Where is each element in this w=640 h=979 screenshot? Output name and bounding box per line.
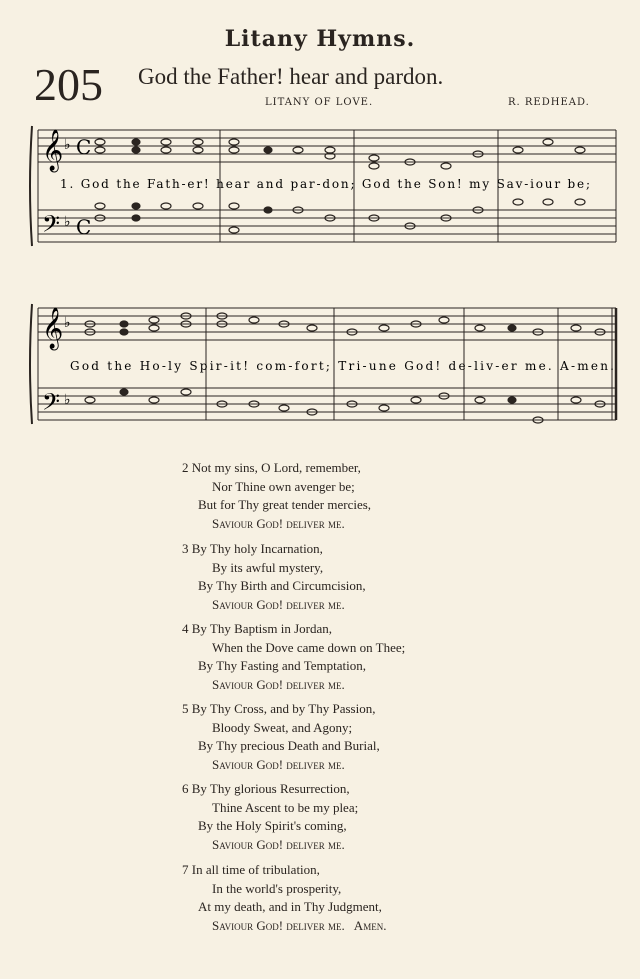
flat-icon: ♭	[64, 392, 71, 408]
tune-name: LITANY OF LOVE.	[265, 97, 374, 108]
music-system-1	[28, 112, 618, 262]
music-system-2	[28, 290, 618, 450]
flat-icon: ♭	[64, 315, 71, 331]
lyrics-line-1: 1. God the Fath-er! hear and par-don; God the Son! my Sav-iour be;	[60, 177, 590, 191]
stanza-3: 3 By Thy holy Incarnation, By its awful mystery, By Thy Birth and Circumcision, Saviour God! deliver me.	[182, 541, 366, 612]
lyrics-line-2: God the Ho-ly Spir-it! com-fort; Tri-une God! de-liv-er me. A-men.	[70, 359, 614, 373]
bass-clef-icon: 𝄢	[42, 388, 61, 421]
hymn-number: 205	[34, 59, 103, 110]
time-signature: C	[76, 135, 92, 159]
composer-name: R. REDHEAD.	[508, 97, 590, 108]
bass-clef-icon: 𝄢	[42, 210, 61, 243]
stanza-6: 6 By Thy glorious Resurrection, Thine Ascent to be my plea; By the Holy Spirit's coming, Saviour God! deliver me.	[182, 781, 359, 852]
page-header-title: Litany Hymns.	[224, 26, 416, 52]
stanza-7: 7 In all time of tribulation, In the world's prosperity, At my death, and in Thy Judgment, Saviour God! deliver me. Amen.	[182, 862, 387, 933]
flat-icon: ♭	[64, 137, 71, 153]
treble-clef-icon: 𝄞	[42, 308, 64, 349]
stanza-4: 4 By Thy Baptism in Jordan, When the Dove came down on Thee; By Thy Fasting and Temptation, Saviour God! deliver me.	[182, 621, 406, 692]
treble-clef-icon: 𝄞	[42, 130, 64, 171]
flat-icon: ♭	[64, 214, 71, 230]
hymn-title: God the Father! hear and pardon.	[138, 64, 444, 89]
stanza-5: 5 By Thy Cross, and by Thy Passion, Bloody Sweat, and Agony; By Thy precious Death and Burial, Saviour God! deliver me.	[182, 701, 380, 772]
stanza-2: 2 Not my sins, O Lord, remember, Nor Thine own avenger be; But for Thy great tender mercies, Saviour God! deliver me.	[182, 460, 372, 531]
time-signature: C	[76, 215, 92, 239]
